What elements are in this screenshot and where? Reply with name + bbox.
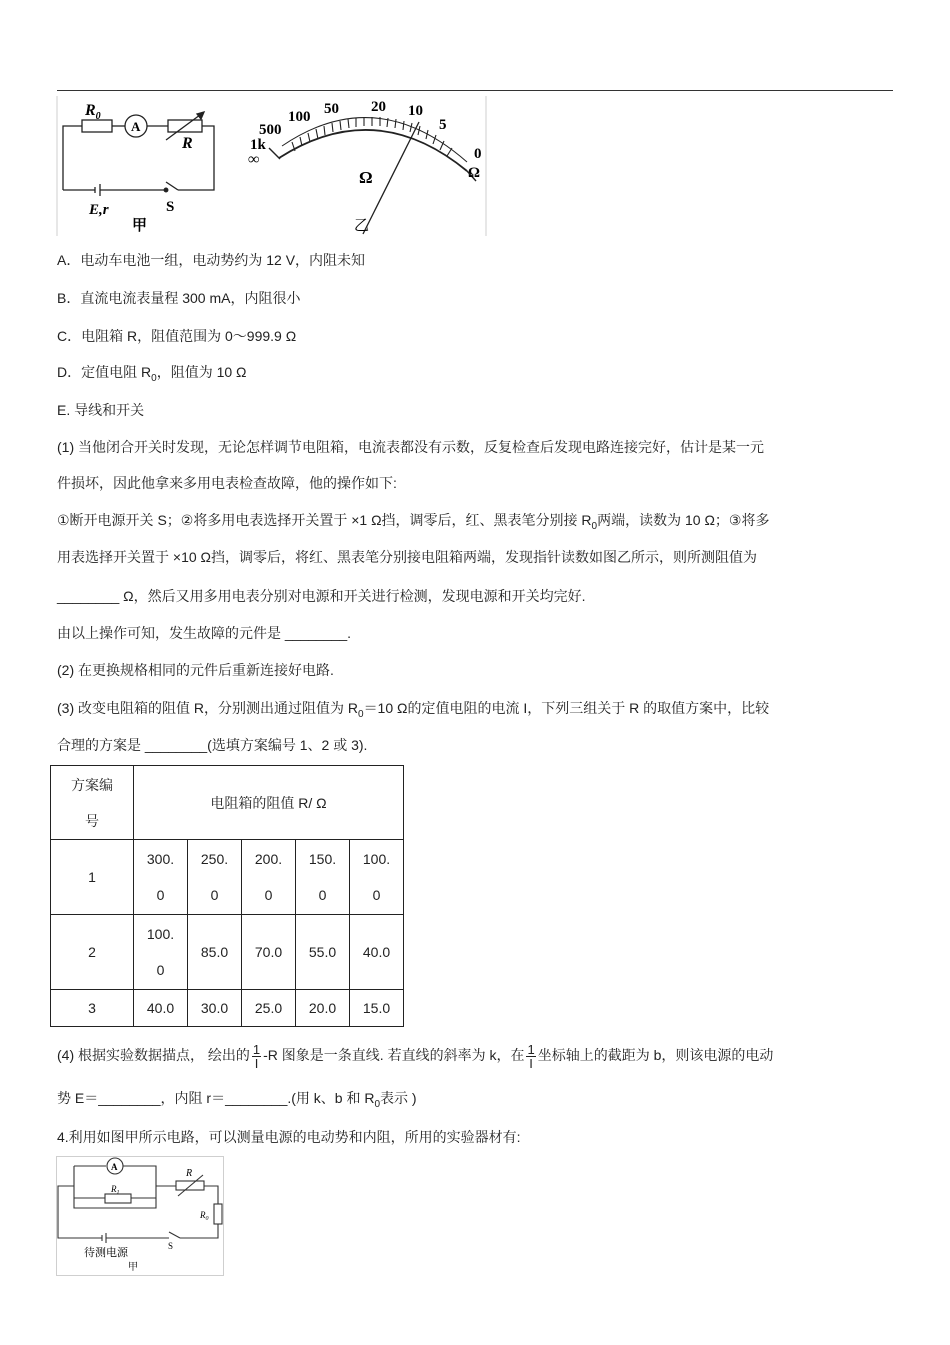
- label-switch-2: S: [168, 1241, 174, 1251]
- dial-arc-inner: [279, 130, 467, 171]
- q5-line: 4.利用如图甲所示电路，可以测量电源的电动势和内阻，所用的实验器材有:: [57, 1129, 521, 1145]
- header-plan-number: 方案编 号: [51, 766, 134, 840]
- q3-line1: (3) 改变电阻箱的阻值 R，分别测出通过阻值为 $R_0=10$ Ω的定值电阻的电流 I，下列三组关于 R 的取值方案中，比较: [57, 700, 770, 720]
- fraction-1-over-i: $\frac{1}{I}$: [252, 1041, 261, 1071]
- table-cell: 300. 0: [134, 840, 188, 915]
- q1-line1: (1) 当他闭合开关时发现，无论怎样调节电阻箱，电流表都没有示数，反复检查后发现电路连接完好，估计是某一元: [57, 439, 764, 455]
- q4-line2: 势 E＝________，内阻 r＝________.(用 k、b 和 $R_0$表示 ): [57, 1090, 417, 1110]
- label-source: 待测电源: [84, 1247, 128, 1259]
- label-r1: $R_1$: [111, 1184, 120, 1196]
- q1-line3: ①断开电源开关 S；②将多用电表选择开关置于 ×1 Ω挡，调零后，红、黑表笔分别接 $R_0$两端，读数为 10 Ω；③将多: [57, 512, 770, 532]
- circuit-2-wires: [58, 1158, 222, 1243]
- plan-id: 2: [51, 915, 134, 990]
- table-header-row: [51, 766, 404, 840]
- figure-circuit-and-meter: [56, 96, 488, 236]
- label-r0-2: $R_0$: [200, 1210, 209, 1222]
- dial-ticks: [292, 117, 452, 156]
- header-rule: [57, 90, 893, 91]
- label-r-2: R: [186, 1168, 193, 1179]
- figure-2-border: [57, 1157, 224, 1276]
- table-cell: 15.0: [350, 990, 404, 1027]
- table-cell: 200. 0: [242, 840, 296, 915]
- table-row: [51, 840, 404, 915]
- table-cell: 100. 0: [134, 915, 188, 990]
- dial-unit: Ω: [359, 168, 373, 187]
- scale-20: 20: [371, 99, 386, 115]
- q1-line5: ________ Ω，然后又用多用电表分别对电源和开关进行检测，发现电源和开关均完好.: [57, 588, 586, 604]
- q1-line6: 由以上操作可知，发生故障的元件是 ________.: [57, 625, 352, 641]
- scale-10: 10: [408, 103, 423, 119]
- plan-id: 1: [51, 840, 134, 915]
- option-e: E. 导线和开关: [57, 402, 145, 418]
- scale-500: 500: [259, 122, 282, 138]
- q2-line: (2) 在更换规格相同的元件后重新连接好电路.: [57, 662, 334, 678]
- table-cell: 70.0: [242, 915, 296, 990]
- label-r0: $R_0$: [85, 102, 101, 122]
- scale-100: 100: [288, 109, 311, 125]
- table-cell: 40.0: [134, 990, 188, 1027]
- label-battery: E,r: [89, 202, 109, 218]
- table-cell: 100. 0: [350, 840, 404, 915]
- plan-id: 3: [51, 990, 134, 1027]
- table-cell: 250. 0: [188, 840, 242, 915]
- header-resistance: 电阻箱的阻值 R/ Ω: [134, 766, 404, 840]
- scale-50: 50: [324, 101, 339, 117]
- table-cell: 55.0: [296, 915, 350, 990]
- label-switch: S: [166, 199, 175, 215]
- table-cell: 150. 0: [296, 840, 350, 915]
- option-a: A．电动车电池一组，电动势约为 12 V，内阻未知: [57, 252, 366, 268]
- option-d: D．定值电阻 $R_0$，阻值为 10 Ω: [57, 364, 247, 384]
- scale-0: 0: [474, 146, 482, 162]
- q1-line4: 用表选择开关置于 ×10 Ω挡，调零后，将红、黑表笔分别接电阻箱两端，发现指针读数如图乙所示，则所测阻值为: [57, 549, 757, 565]
- fraction-1-over-i: $\frac{1}{I}$: [527, 1041, 535, 1071]
- dial-unit-right: Ω: [468, 165, 481, 181]
- table-row: [51, 915, 404, 990]
- caption-yi: 乙: [354, 217, 370, 234]
- caption-jia: 甲: [132, 217, 148, 234]
- resistor-r0-2: [214, 1204, 222, 1224]
- table-cell: 30.0: [188, 990, 242, 1027]
- table-cell: 40.0: [350, 915, 404, 990]
- scale-inf: ∞: [248, 151, 260, 168]
- scale-1k: 1k: [250, 137, 266, 153]
- table-cell: 20.0: [296, 990, 350, 1027]
- scale-5: 5: [439, 117, 447, 133]
- figure-circuit-2: [56, 1156, 224, 1276]
- table-row: [51, 990, 404, 1027]
- q4-line1: (4) 根据实验数据描点， 绘出的 $\frac{1}{I}$ -R 图象是一条直线. 若直线的斜率为 k，在 $\frac{1}{I}$ 坐标轴上的截距为 b，则该电源的电动: [57, 1041, 774, 1071]
- label-ammeter: A: [131, 119, 141, 134]
- switch-s-2: [169, 1232, 180, 1238]
- label-rheostat: R: [182, 135, 193, 152]
- option-b: B．直流电流表量程 300 mA，内阻很小: [57, 290, 301, 306]
- label-ammeter-2: A: [111, 1162, 118, 1172]
- caption-jia-2: 甲: [128, 1262, 138, 1273]
- table-cell: 25.0: [242, 990, 296, 1027]
- plan-table: [50, 765, 404, 1027]
- option-c: C．电阻箱 R，阻值范围为 0～999.9 Ω: [57, 328, 297, 344]
- table-cell: 85.0: [188, 915, 242, 990]
- q1-line2: 件损坏，因此他拿来多用电表检查故障，他的操作如下:: [57, 475, 397, 491]
- q3-line2: 合理的方案是 ________(选填方案编号 1、2 或 3).: [57, 737, 368, 753]
